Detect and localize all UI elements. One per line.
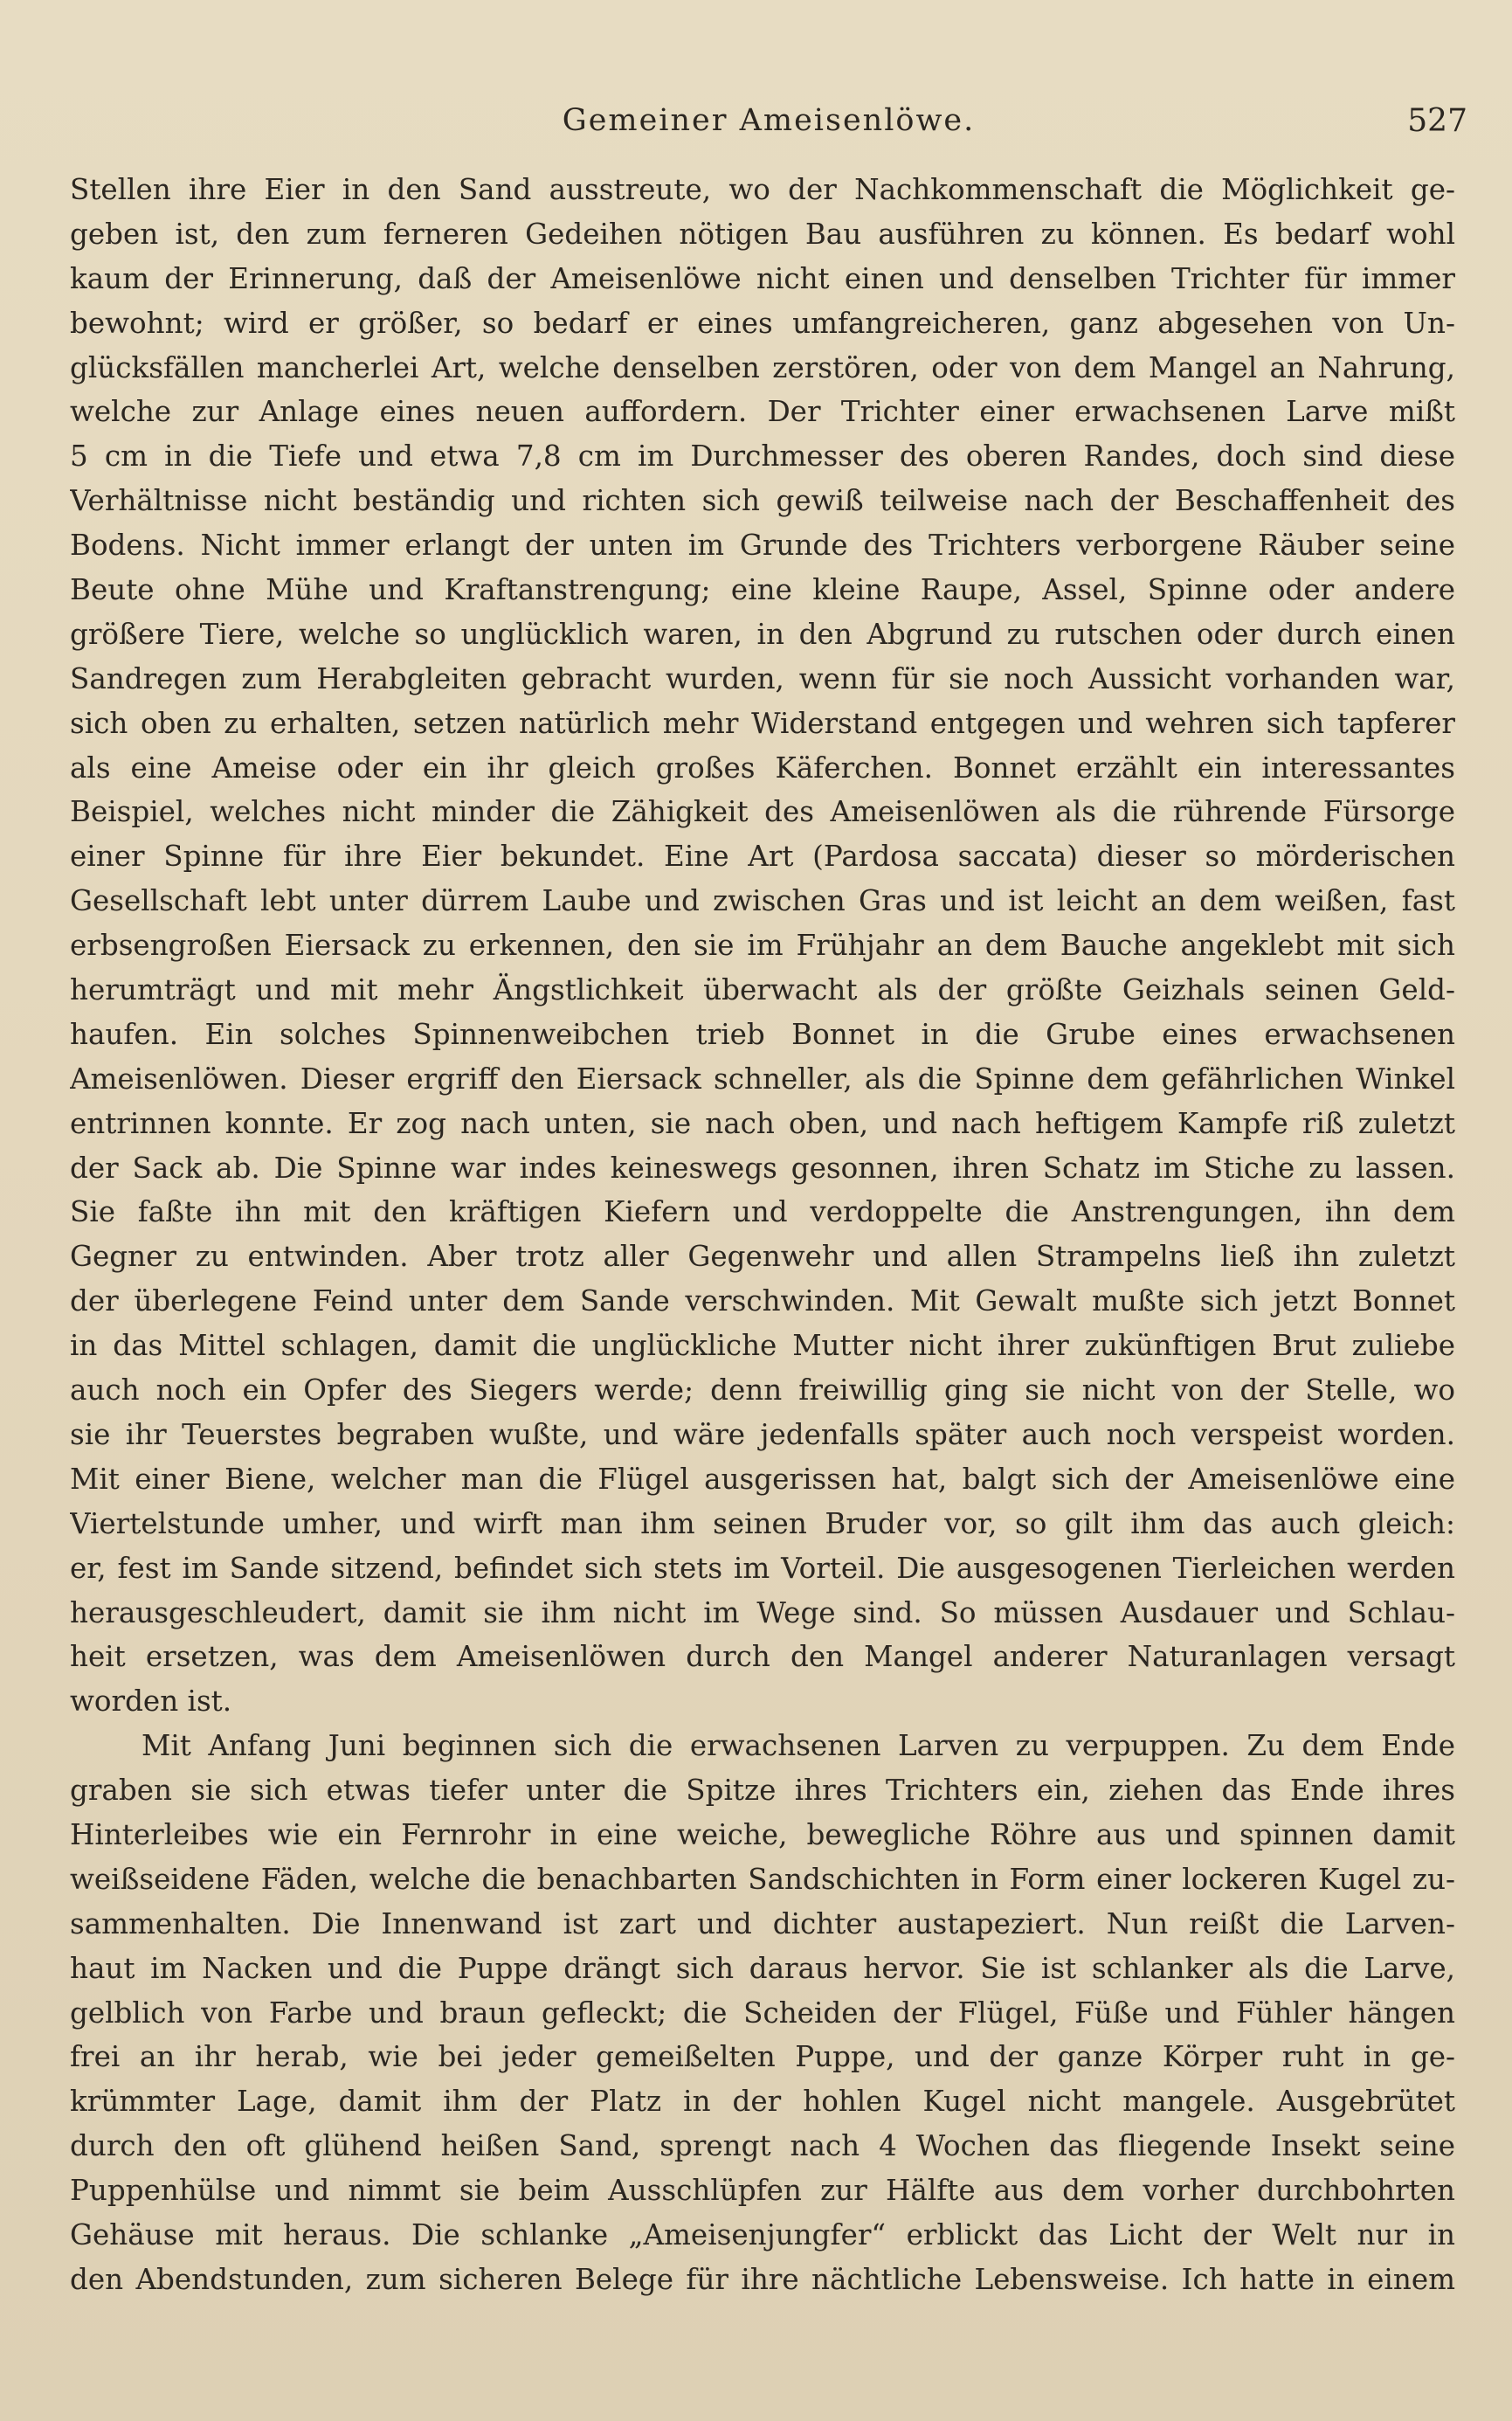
text-line: Gesellschaft lebt unter dürrem Laube und zwischen Gras und ist leicht an dem weißen, fast — [70, 884, 1455, 918]
text-line: Beute ohne Mühe und Kraftanstrengung; eine kleine Raupe, Assel, Spinne oder andere — [70, 573, 1455, 607]
text-line: den Abendstunden, zum sicheren Belege für ihre nächtliche Lebensweise. Ich hatte in einem — [70, 2262, 1455, 2296]
text-line: in das Mittel schlagen, damit die unglückliche Mutter nicht ihrer zukünftigen Brut zuliebe — [70, 1329, 1455, 1363]
text-line: der Sack ab. Die Spinne war indes keineswegs gesonnen, ihren Schatz im Stiche zu lassen. — [70, 1151, 1455, 1185]
paragraph — [70, 168, 1455, 1724]
text-line: er, fest im Sande sitzend, befindet sich stets im Vorteil. Die ausgesogenen Tierleichen werden — [70, 1551, 1455, 1585]
text-line: herumträgt und mit mehr Ängstlichkeit überwacht als der größte Geizhals seinen Geld- — [70, 973, 1455, 1007]
text-line: sammenhalten. Die Innenwand ist zart und dichter austapeziert. Nun reißt die Larven- — [70, 1906, 1455, 1940]
text-line: einer Spinne für ihre Eier bekundet. Eine Art (Pardosa saccata) dieser so mörderischen — [70, 840, 1455, 874]
text-line: graben sie sich etwas tiefer unter die Spitze ihres Trichters ein, ziehen das Ende ihres — [70, 1774, 1455, 1808]
text-line: Ameisenlöwen. Dieser ergriff den Eiersack schneller, als die Spinne dem gefährlichen Winkel — [70, 1062, 1455, 1096]
text-line: welche zur Anlage eines neuen auffordern. Der Trichter einer erwachsenen Larve mißt — [70, 395, 1455, 429]
text-line: Bodens. Nicht immer erlangt der unten im Grunde des Trichters verborgene Räuber seine — [70, 529, 1455, 563]
text-line: glücksfällen mancherlei Art, welche denselben zerstören, oder von dem Mangel an Nahrung, — [70, 350, 1455, 384]
page-number: 527 — [1407, 103, 1467, 139]
body-text — [70, 168, 1455, 2302]
text-line: Beispiel, welches nicht minder die Zähigkeit des Ameisenlöwen als die rührende Fürsorge — [70, 795, 1455, 829]
page-header — [70, 103, 1467, 147]
text-line: Sandregen zum Herabgleiten gebracht wurden, wenn für sie noch Aussicht vorhanden war, — [70, 661, 1455, 695]
text-line: Gehäuse mit heraus. Die schlanke „Ameisenjungfer“ erblickt das Licht der Welt nur in — [70, 2217, 1455, 2252]
text-line: gelblich von Farbe und braun gefleckt; die Scheiden der Flügel, Füße und Fühler hängen — [70, 1996, 1455, 2030]
text-line: als eine Ameise oder ein ihr gleich großes Käferchen. Bonnet erzählt ein interessantes — [70, 751, 1455, 785]
text-line: Verhältnisse nicht beständig und richten sich gewiß teilweise nach der Beschaffenheit des — [70, 484, 1455, 518]
text-line: haufen. Ein solches Spinnenweibchen trieb Bonnet in die Grube eines erwachsenen — [70, 1017, 1455, 1051]
text-line: Mit Anfang Juni beginnen sich die erwachsenen Larven zu verpuppen. Zu dem Ende — [142, 1729, 1455, 1763]
text-line: erbsengroßen Eiersack zu erkennen, den sie im Frühjahr an dem Bauche angeklebt mit sich — [70, 929, 1455, 963]
text-line: durch den oft glühend heißen Sand, sprengt nach 4 Wochen das fliegende Insekt seine — [70, 2129, 1455, 2163]
text-line: bewohnt; wird er größer, so bedarf er eines umfangreicheren, ganz abgesehen von Un- — [70, 306, 1455, 340]
text-line: herausgeschleudert, damit sie ihm nicht im Wege sind. So müssen Ausdauer und Schlau- — [70, 1595, 1455, 1629]
text-line: auch noch ein Opfer des Siegers werde; denn freiwillig ging sie nicht von der Stelle, wo — [70, 1373, 1455, 1408]
text-line: haut im Nacken und die Puppe drängt sich daraus hervor. Sie ist schlanker als die Larve, — [70, 1951, 1455, 1985]
text-line: Gegner zu entwinden. Aber trotz aller Gegenwehr und allen Strampelns ließ ihn zuletzt — [70, 1240, 1455, 1274]
text-line: sie ihr Teuerstes begraben wußte, und wäre jedenfalls später auch noch verspeist worden. — [70, 1417, 1455, 1451]
text-line: geben ist, den zum ferneren Gedeihen nötigen Bau ausführen zu können. Es bedarf wohl — [70, 217, 1455, 251]
text-line: kaum der Erinnerung, daß der Ameisenlöwe nicht einen und denselben Trichter für immer — [70, 261, 1455, 295]
text-line: entrinnen konnte. Er zog nach unten, sie nach oben, und nach heftigem Kampfe riß zuletzt — [70, 1106, 1455, 1140]
text-line: der überlegene Feind unter dem Sande verschwinden. Mit Gewalt mußte sich jetzt Bonnet — [70, 1284, 1455, 1318]
text-line: frei an ihr herab, wie bei jeder gemeißelten Puppe, und der ganze Körper ruht in ge- — [70, 2040, 1455, 2074]
text-line: Mit einer Biene, welcher man die Flügel ausgerissen hat, balgt sich der Ameisenlöwe eine — [70, 1462, 1455, 1496]
text-line: Hinterleibes wie ein Fernrohr in eine weiche, bewegliche Röhre aus und spinnen damit — [70, 1817, 1455, 1851]
text-line: 5 cm in die Tiefe und etwa 7,8 cm im Durchmesser des oberen Randes, doch sind diese — [70, 439, 1455, 474]
text-line: Puppenhülse und nimmt sie beim Ausschlüpfen zur Hälfte aus dem vorher durchbohrten — [70, 2174, 1455, 2208]
text-line: größere Tiere, welche so unglücklich waren, in den Abgrund zu rutschen oder durch einen — [70, 617, 1455, 651]
text-line: Stellen ihre Eier in den Sand ausstreute, wo der Nachkommenschaft die Möglichkeit ge- — [70, 173, 1455, 206]
text-line: weißseidene Fäden, welche die benachbarten Sandschichten in Form einer lockeren Kugel zu- — [70, 1862, 1455, 1896]
text-line: worden ist. — [70, 1684, 232, 1719]
text-line: Viertelstunde umher, und wirft man ihm seinen Bruder vor, so gilt ihm das auch gleich: — [70, 1506, 1455, 1540]
text-line: krümmter Lage, damit ihm der Platz in der hohlen Kugel nicht mangele. Ausgebrütet — [70, 2085, 1455, 2119]
text-line: Sie faßte ihn mit den kräftigen Kiefern und verdoppelte die Anstrengungen, ihn dem — [70, 1195, 1455, 1229]
running-head: Gemeiner Ameisenlöwe. — [562, 103, 976, 138]
text-line: heit ersetzen, was dem Ameisenlöwen durch den Mangel anderer Naturanlagen versagt — [70, 1640, 1455, 1674]
text-line: sich oben zu erhalten, setzen natürlich mehr Widerstand entgegen und wehren sich tapferer — [70, 706, 1455, 740]
paragraph — [70, 1724, 1455, 2302]
